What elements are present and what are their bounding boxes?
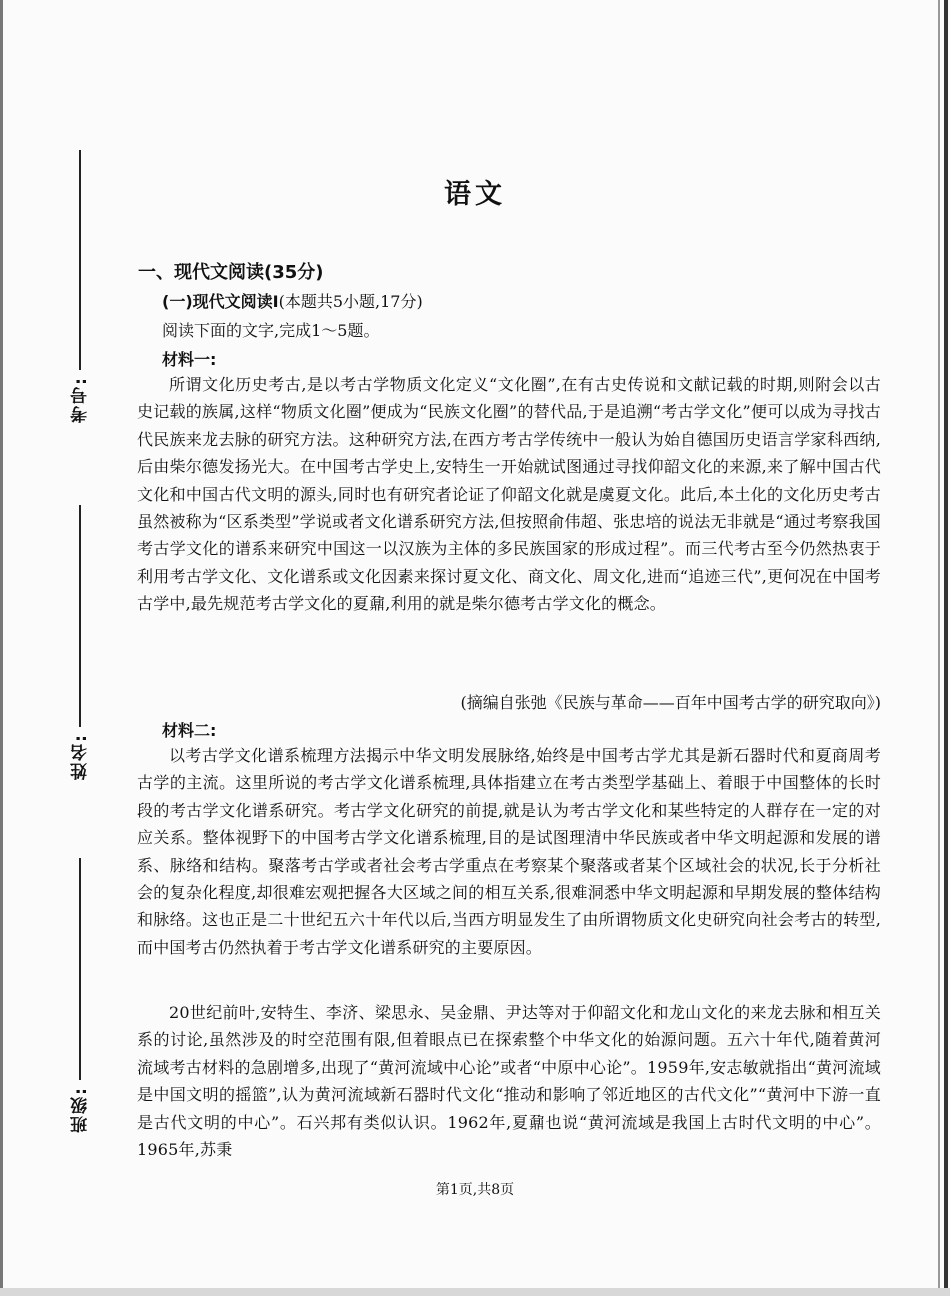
sub-heading-title: (一)现代文阅读Ⅰ: [162, 292, 279, 311]
material-one-source: (摘编自张弛《民族与革命——百年中国考古学的研究取向》): [460, 693, 881, 712]
name-field[interactable]: [60, 505, 100, 780]
page-title: 语文: [444, 179, 506, 210]
sub-heading-note: (本题共5小题,17分): [278, 292, 423, 311]
name-line: [79, 505, 81, 727]
material-one-label: 材料一:: [162, 350, 217, 369]
material-two-paragraph-2: 20世纪前叶,安特生、李济、梁思永、吴金鼎、尹达等对于仰韶文化和龙山文化的来龙去脉和相互关系的讨论,虽然涉及的时空范围有限,但着眼点已在探索整个中华文化的始源问题。五六十年代,随着黄河流域考古材料的急剧增多,出现了“黄河流域中心论”或者“中原中心论”。1959年,安志敏就指出“黄河流域是中国文明的摇篮”,认为黄河流域新石器时代文化“推动和影响了邻近地区的古代文化”“黄河中下游一直是古代文明的中心”。石兴邦有类似认识。1962年,夏鼐也说“黄河流域是我国上古时代文明的中心”。1965年,苏秉: [137, 1003, 881, 1160]
name-label: 姓名:: [70, 733, 91, 780]
material-two-paragraph-1: 以考古学文化谱系梳理方法揭示中华文明发展脉络,始终是中国考古学尤其是新石器时代和夏商周考古学的主流。这里所说的考古学文化谱系梳理,具体指建立在考古类型学基础上、着眼于中国整体的长时段的考古学文化谱系研究。考古学文化研究的前提,就是认为考古学文化和某些特定的人群存在一定的对应关系。整体视野下的中国考古学文化谱系梳理,目的是试图理清中华民族或者中华文明起源和发展的谱系、脉络和结构。聚落考古学或者社会考古学重点在考察某个聚落或者某个区域社会的状况,长于分析社会的复杂化程度,却很难宏观把握各大区域之间的相互关系,很难洞悉中华文明起源和早期发展的整体结构和脉络。这也正是二十世纪五六十年代以后,当西方明显发生了由所谓物质文化史研究向社会考古的转型,而中国考古仍然执着于考古学文化谱系研究的主要原因。: [137, 746, 881, 957]
scan-edge-bottom: [0, 1288, 950, 1296]
section-heading: 一、现代文阅读(35分): [138, 262, 324, 283]
material-one-paragraph: 所谓文化历史考古,是以考古学物质文化定义“文化圈”,在有古史传说和文献记载的时期,则附会以古史记载的族属,这样“物质文化圈”便成为“民族文化圈”的替代品,于是追溯“考古学文化”便可以成为寻找古代民族来龙去脉的研究方法。这种研究方法,在西方考古学传统中一般认为始自德国历史语言学家科西纳,后由柴尔德发扬光大。在中国考古学史上,安特生一开始就试图通过寻找仰韶文化的来源,来了解中国古代文化和中国古代文明的源头,同时也有研究者论证了仰韶文化就是虞夏文化。此后,本土化的文化历史考古虽然被称为“区系类型”学说或者文化谱系研究方法,但按照俞伟超、张忠培的说法无非就是“通过考察我国考古学文化的谱系来研究中国这一以汉族为主体的多民族国家的形成过程”。而三代考古至今仍然热衷于利用考古学文化、文化谱系或文化因素来探讨夏文化、商文化、周文化,进而“追迹三代”,更何况在中国考古学中,最先规范考古学文化的夏鼐,利用的就是柴尔德考古学文化的概念。: [137, 375, 881, 614]
instruction-text: 阅读下面的文字,完成1～5题。: [162, 321, 380, 340]
class-label: 班级:: [70, 1086, 91, 1133]
material-two-label: 材料二:: [162, 721, 217, 740]
page-footer: 第1页,共8页: [435, 1182, 515, 1198]
exam-number-label: 考号:: [70, 376, 91, 423]
class-line: [79, 858, 81, 1080]
class-field[interactable]: [60, 858, 100, 1133]
sub-heading: [162, 289, 423, 312]
